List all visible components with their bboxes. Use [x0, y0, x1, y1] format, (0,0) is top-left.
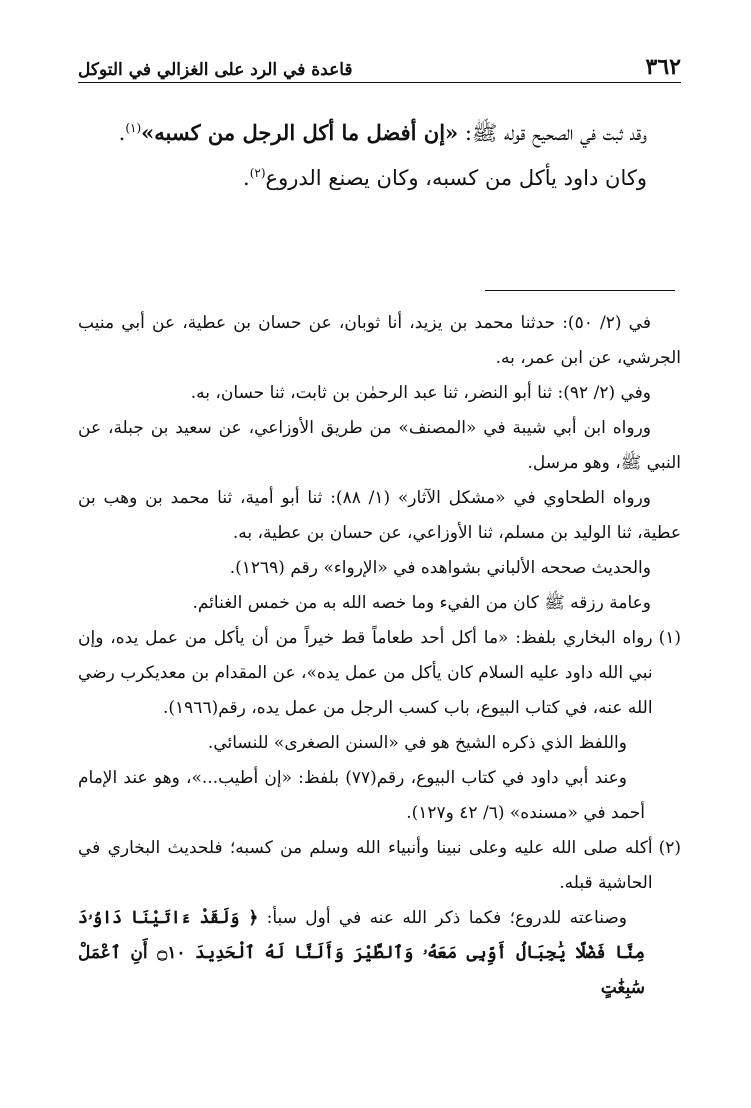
footnote-cont-5: والحديث صححه الألباني بشواهده في «الإرواء» رقم (١٢٦٩).	[229, 558, 651, 578]
page-header	[78, 50, 681, 80]
footnote-1	[78, 621, 681, 726]
page-number: ٣٦٢	[645, 54, 681, 80]
header-rule	[78, 82, 681, 83]
footnote-2-marker: (٢)	[658, 838, 681, 858]
footnote-separator	[485, 290, 675, 291]
footnote-ref-2[interactable]: (٢)	[249, 166, 266, 180]
footnote-cont-1: في (٢/ ٥٠): حدثنا محمد بن يزيد، أنا ثوبان، عن حسان بن عطية، عن أبي منيب الجرشي، عن ابن عمر، به.	[78, 313, 681, 368]
p2-text: وكان داود يأكل من كسبه، وكان يصنع الدروع	[265, 166, 647, 190]
running-title: قاعدة في الرد على الغزالي في التوكل	[78, 60, 353, 80]
footnote-cont-2: وفي (٢/ ٩٢): ثنا أبو النضر، ثنا عبد الرحمٰن بن ثابت، ثنا حسان، به.	[190, 383, 651, 403]
p1-hadith: «إن أفضل ما أكل الرجل من كسبه»	[141, 120, 459, 145]
p1-end: .	[118, 121, 126, 145]
footnote-2	[78, 831, 681, 901]
footnote-ref-1[interactable]: (١)	[125, 121, 142, 135]
footnote-2-text: أكله صلى الله عليه وعلى نبينا وأنبياء الله وسلم من كسبه؛ فلحديث البخاري في الحاشية قبله.	[78, 838, 653, 893]
footnote-cont-4: ورواه الطحاوي في «مشكل الآثار» (١/ ٨٨): ثنا أبو أمية، ثنا محمد بن وهب بن عطية، ثنا الوليد بن مسلم، ثنا الأوزاعي، عن حسان بن عطية، به.	[78, 488, 681, 543]
footnotes	[78, 306, 681, 1006]
footnote-cont-6: وعامة رزقه ﷺ كان من الفيء وما خصه الله به من خمس الغنائم.	[192, 593, 651, 613]
main-paragraph-2	[78, 153, 681, 198]
footnote-1-text: رواه البخاري بلفظ: «ما أكل أحد طعاماً قط خيراً من أن يأكل من عمل يده، وإن نبي الله داود عليه السلام كان يأكل من عمل يده»، عن المقدام بن معديكرب رضي الله عنه، في كتاب البيوع، باب كسب الرجل من عمل يده، رقم(١٩٦٦).	[78, 628, 653, 718]
main-text	[78, 108, 681, 198]
footnote-cont-3: ورواه ابن أبي شيبة في «المصنف» من طريق الأوزاعي، عن سعيد بن جبلة، عن النبي ﷺ، وهو مرسل.	[78, 418, 681, 473]
p1-intro: وقد ثبت في الصحيح قوله ﷺ:	[458, 121, 647, 145]
quran-verse: ﴿ وَلَقَدْ ءَاتَيْنَا دَاوُۥدَ مِنَّا فَضْلًا يَٰجِبَالُ أَوِّبِى مَعَهُۥ وَٱلطَّيْرَ وَأَلَنَّا لَهُ ٱلْحَدِيدَ ۝١٠ أَنِ ٱعْمَلْ سَٰبِغَٰتٍ	[78, 908, 645, 998]
main-paragraph-1	[78, 108, 681, 153]
footnote-1-sub-1: واللفظ الذي ذكره الشيخ هو في «السنن الصغرى» للنسائي.	[207, 733, 627, 753]
footnote-2-sub-1	[78, 901, 681, 1006]
p2-end: .	[243, 166, 250, 190]
footnote-1-sub-2: وعند أبي داود في كتاب البيوع، رقم(٧٧) بلفظ: «إن أطيب...»، وهو عند الإمام أحمد في «مسنده» (٦/ ٤٢ و١٢٧).	[78, 768, 645, 823]
footnote-2-sub-1-intro: وصناعته للدروع؛ فكما ذكر الله عنه في أول سبأ:	[258, 908, 627, 928]
footnote-1-marker: (١)	[658, 628, 681, 648]
